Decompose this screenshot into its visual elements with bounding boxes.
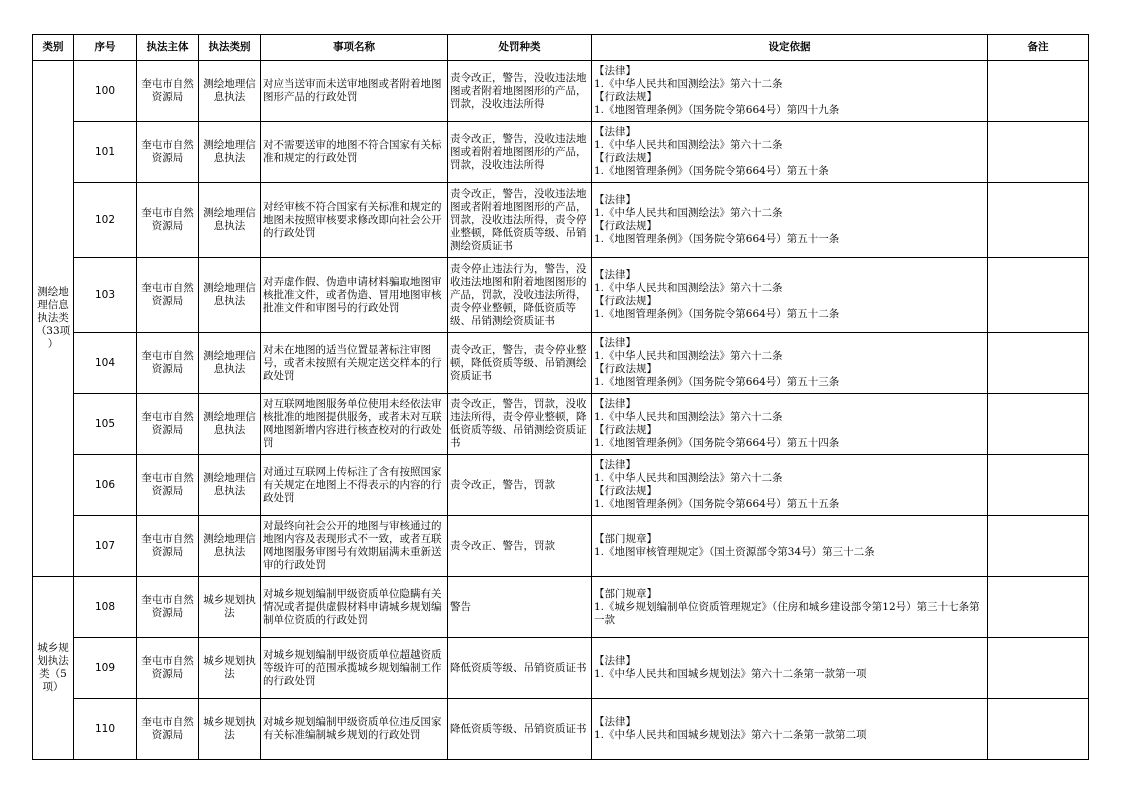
basis-line: 【行政法规】 <box>594 220 657 232</box>
type-cell: 城乡规划执法 <box>199 577 261 638</box>
type-cell: 测绘地理信息执法 <box>199 516 261 577</box>
table-row <box>33 455 1089 516</box>
category-label-line: 类（5 <box>39 668 67 680</box>
header-seq: 序号 <box>74 35 137 61</box>
seq-cell: 109 <box>74 638 137 699</box>
table-row <box>33 122 1089 183</box>
item-name-cell: 对通过互联网上传标注了含有按照国家有关规定在地图上不得表示的内容的行政处罚 <box>261 455 448 516</box>
item-name-cell: 对经审核不符合国家有关标准和规定的地图未按照审核要求修改即向社会公开的行政处罚 <box>261 183 448 258</box>
penalty-cell: 责令改正，警告，没收违法地图或着附着地图图形的产品，罚款，没收违法所得 <box>448 122 592 183</box>
note-cell <box>988 516 1089 577</box>
basis-line: 1.《地图管理条例》（国务院令第664号）第五十一条 <box>594 233 840 245</box>
table-row <box>33 394 1089 455</box>
note-cell <box>988 122 1089 183</box>
basis-cell <box>592 258 988 333</box>
seq-cell: 105 <box>74 394 137 455</box>
basis-line: 1.《中华人民共和国测绘法》第六十二条 <box>594 139 783 151</box>
category-label-line: 理信息 <box>37 299 69 311</box>
header-type: 执法类别 <box>199 35 261 61</box>
table-row <box>33 333 1089 394</box>
seq-cell: 103 <box>74 258 137 333</box>
penalty-cell: 责令改正，警告，罚款，没收违法所得，责令停业整顿，降低资质等级、吊销测绘资质证书 <box>448 394 592 455</box>
basis-line: 1.《地图管理条例》（国务院令第664号）第五十五条 <box>594 498 840 510</box>
seq-cell: 102 <box>74 183 137 258</box>
table-row <box>33 638 1089 699</box>
penalty-cell: 降低资质等级、吊销资质证书 <box>448 699 592 760</box>
header-subject: 执法主体 <box>137 35 199 61</box>
basis-line: 【部门规章】 <box>594 587 657 600</box>
basis-line: 【法律】 <box>594 459 636 471</box>
basis-line: 1.《地图管理条例》（国务院令第664号）第五十条 <box>594 165 829 177</box>
basis-line: 【行政法规】 <box>594 295 657 307</box>
basis-line: 1.《中华人民共和国测绘法》第六十二条 <box>594 78 783 90</box>
basis-line: 1.《城乡规划编制单位资质管理规定》（住房和城乡建设部令第12号）第三十七条第一款 <box>594 600 980 626</box>
type-cell: 测绘地理信息执法 <box>199 183 261 258</box>
basis-line: 【行政法规】 <box>594 363 657 375</box>
basis-line: 【行政法规】 <box>594 485 657 497</box>
seq-cell: 101 <box>74 122 137 183</box>
penalty-cell: 责令改正，警告，没收违法地图或者附着地图图形的产品，罚款，没收违法所得 <box>448 61 592 122</box>
category-label-line: 执法类 <box>37 312 69 324</box>
basis-line: 【法律】 <box>594 716 636 728</box>
note-cell <box>988 258 1089 333</box>
subject-cell: 奎屯市自然资源局 <box>137 577 199 638</box>
basis-line: 1.《地图审核管理规定》（国土资源部令第34号）第三十二条 <box>594 546 875 558</box>
penalty-cell: 责令改正，警告，没收违法地图或者附着地图图形的产品，罚款，没收违法所得，责令停业整顿，降低资质等级、吊销测绘资质证书 <box>448 183 592 258</box>
basis-line: 【法律】 <box>594 655 636 667</box>
header-note: 备注 <box>988 35 1089 61</box>
basis-line: 【法律】 <box>594 398 636 410</box>
table-row <box>33 516 1089 577</box>
basis-line: 【法律】 <box>594 194 636 206</box>
penalty-cell: 警告 <box>448 577 592 638</box>
basis-cell <box>592 638 988 699</box>
header-category: 类别 <box>33 35 74 61</box>
item-name-cell: 对不需要送审的地图不符合国家有关标准和规定的行政处罚 <box>261 122 448 183</box>
item-name-cell: 对弄虚作假、伪造申请材料骗取地图审核批准文件，或者伪造、冒用地图审核批准文件和审图号的行政处罚 <box>261 258 448 333</box>
basis-cell <box>592 122 988 183</box>
type-cell: 城乡规划执法 <box>199 638 261 699</box>
basis-line: 1.《中华人民共和国测绘法》第六十二条 <box>594 207 783 219</box>
seq-cell: 106 <box>74 455 137 516</box>
basis-cell <box>592 333 988 394</box>
seq-cell: 110 <box>74 699 137 760</box>
basis-line: 【法律】 <box>594 126 636 138</box>
type-cell: 测绘地理信息执法 <box>199 258 261 333</box>
item-name-cell: 对未在地图的适当位置显著标注审图号，或者未按照有关规定送交样本的行政处罚 <box>261 333 448 394</box>
category-cell <box>33 61 74 577</box>
note-cell <box>988 61 1089 122</box>
header-row <box>33 35 1089 61</box>
enforcement-table <box>32 34 1089 760</box>
basis-line: 【行政法规】 <box>594 424 657 436</box>
subject-cell: 奎屯市自然资源局 <box>137 455 199 516</box>
basis-line: 1.《中华人民共和国城乡规划法》第六十二条第一款第二项 <box>594 729 867 741</box>
table-row <box>33 699 1089 760</box>
subject-cell: 奎屯市自然资源局 <box>137 699 199 760</box>
basis-line: 【行政法规】 <box>594 152 657 164</box>
seq-cell: 104 <box>74 333 137 394</box>
basis-cell <box>592 455 988 516</box>
seq-cell: 107 <box>74 516 137 577</box>
item-name-cell: 对城乡规划编制甲级资质单位隐瞒有关情况或者提供虚假材料申请城乡规划编制单位资质的行政处罚 <box>261 577 448 638</box>
category-label-line: 项） <box>42 681 64 693</box>
subject-cell: 奎屯市自然资源局 <box>137 61 199 122</box>
item-name-cell: 对互联网地图服务单位使用未经依法审核批准的地图提供服务，或者未对互联网地图新增内容进行核查校对的行政处罚 <box>261 394 448 455</box>
penalty-cell: 责令改正，警告，罚款 <box>448 455 592 516</box>
basis-line: 1.《地图管理条例》（国务院令第664号）第五十四条 <box>594 437 840 449</box>
basis-line: 1.《地图管理条例》（国务院令第664号）第五十二条 <box>594 308 840 320</box>
basis-line: 1.《中华人民共和国城乡规划法》第六十二条第一款第一项 <box>594 668 867 680</box>
header-item-name: 事项名称 <box>261 35 448 61</box>
header-basis: 设定依据 <box>592 35 988 61</box>
note-cell <box>988 333 1089 394</box>
basis-line: 【部门规章】 <box>594 533 657 545</box>
basis-line: 【行政法规】 <box>594 91 657 103</box>
type-cell: 测绘地理信息执法 <box>199 61 261 122</box>
note-cell <box>988 394 1089 455</box>
category-label-line: ） <box>47 338 59 350</box>
category-cell <box>33 577 74 760</box>
penalty-cell: 责令改正、警告，罚款 <box>448 516 592 577</box>
penalty-cell: 降低资质等级、吊销资质证书 <box>448 638 592 699</box>
basis-cell <box>592 699 988 760</box>
subject-cell: 奎屯市自然资源局 <box>137 122 199 183</box>
subject-cell: 奎屯市自然资源局 <box>137 183 199 258</box>
seq-cell: 108 <box>74 577 137 638</box>
category-label-line: 划执法 <box>37 655 69 667</box>
basis-cell <box>592 183 988 258</box>
note-cell <box>988 638 1089 699</box>
basis-line: 1.《中华人民共和国测绘法》第六十二条 <box>594 411 783 423</box>
basis-line: 【法律】 <box>594 65 636 77</box>
item-name-cell: 对城乡规划编制甲级资质单位违反国家有关标准编制城乡规划的行政处罚 <box>261 699 448 760</box>
basis-cell <box>592 394 988 455</box>
basis-line: 【法律】 <box>594 269 636 281</box>
table-row <box>33 258 1089 333</box>
type-cell: 城乡规划执法 <box>199 699 261 760</box>
note-cell <box>988 577 1089 638</box>
penalty-cell: 责令停止违法行为，警告，没收违法地图和附着地图图形的产品，罚款，没收违法所得，责令停业整顿，降低资质等级、吊销测绘资质证书 <box>448 258 592 333</box>
subject-cell: 奎屯市自然资源局 <box>137 258 199 333</box>
item-name-cell: 对城乡规划编制甲级资质单位超越资质等级许可的范围承揽城乡规划编制工作的行政处罚 <box>261 638 448 699</box>
category-label-line: （33项 <box>35 325 71 337</box>
category-label-line: 测绘地 <box>37 286 69 298</box>
header-penalty: 处罚种类 <box>448 35 592 61</box>
subject-cell: 奎屯市自然资源局 <box>137 638 199 699</box>
category-label-line: 城乡规 <box>37 642 69 654</box>
type-cell: 测绘地理信息执法 <box>199 333 261 394</box>
subject-cell: 奎屯市自然资源局 <box>137 516 199 577</box>
basis-cell <box>592 577 988 638</box>
basis-line: 1.《中华人民共和国测绘法》第六十二条 <box>594 472 783 484</box>
basis-line: 1.《中华人民共和国测绘法》第六十二条 <box>594 282 783 294</box>
basis-line: 1.《中华人民共和国测绘法》第六十二条 <box>594 350 783 362</box>
item-name-cell: 对最终向社会公开的地图与审核通过的地图内容及表现形式不一致，或者互联网地图服务审图号有效期届满未重新送审的行政处罚 <box>261 516 448 577</box>
basis-cell <box>592 516 988 577</box>
note-cell <box>988 183 1089 258</box>
basis-line: 1.《地图管理条例》（国务院令第664号）第四十九条 <box>594 104 840 116</box>
subject-cell: 奎屯市自然资源局 <box>137 333 199 394</box>
type-cell: 测绘地理信息执法 <box>199 394 261 455</box>
basis-line: 【法律】 <box>594 337 636 349</box>
table-row <box>33 183 1089 258</box>
basis-line: 1.《地图管理条例》（国务院令第664号）第五十三条 <box>594 376 840 388</box>
table-row <box>33 577 1089 638</box>
type-cell: 测绘地理信息执法 <box>199 122 261 183</box>
subject-cell: 奎屯市自然资源局 <box>137 394 199 455</box>
seq-cell: 100 <box>74 61 137 122</box>
type-cell: 测绘地理信息执法 <box>199 455 261 516</box>
basis-cell <box>592 61 988 122</box>
note-cell <box>988 455 1089 516</box>
table-row <box>33 61 1089 122</box>
item-name-cell: 对应当送审而未送审地图或者附着地图图形产品的行政处罚 <box>261 61 448 122</box>
penalty-cell: 责令改正，警告，责令停业整顿，降低资质等级、吊销测绘资质证书 <box>448 333 592 394</box>
note-cell <box>988 699 1089 760</box>
